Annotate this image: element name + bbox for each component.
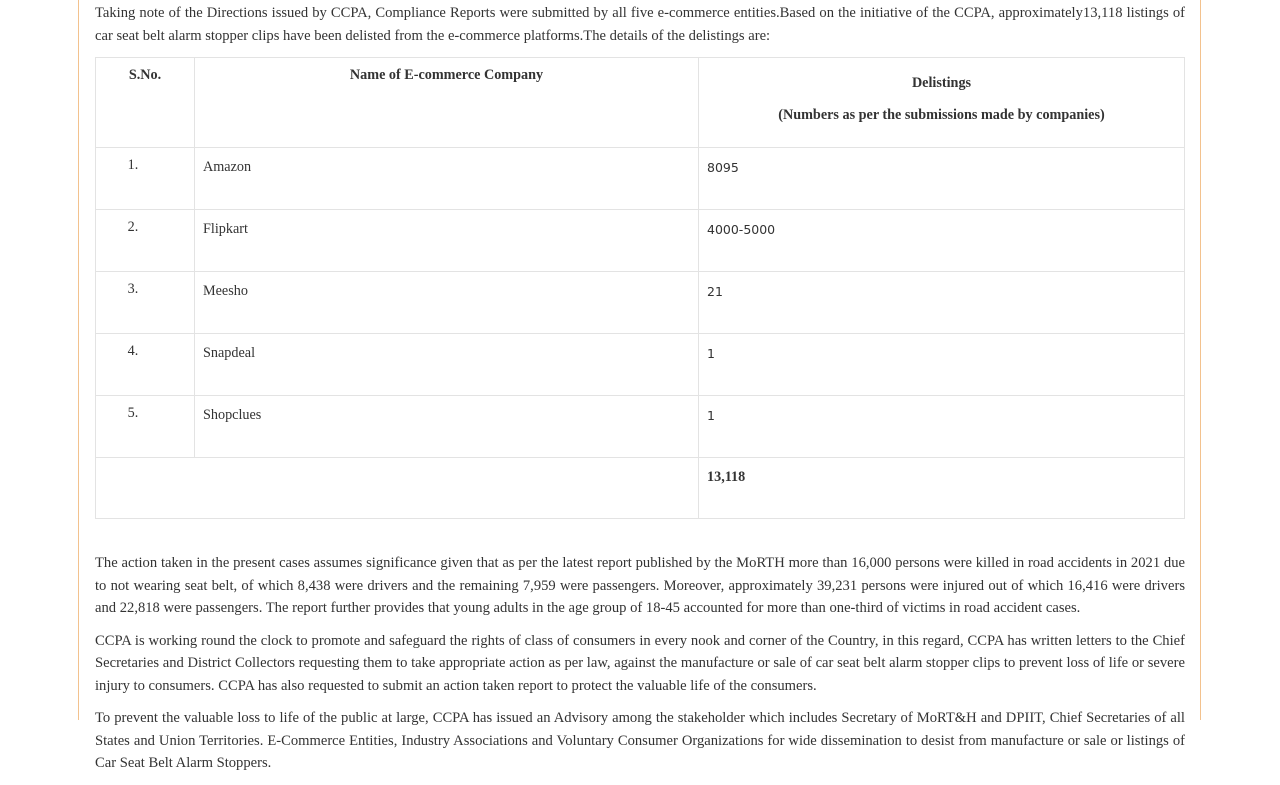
- article-container: [78, 0, 1201, 771]
- header-delistings: [699, 58, 1185, 148]
- cell-sno: 5.: [96, 396, 195, 458]
- cell-company: Shopclues: [195, 396, 699, 458]
- total-label: [96, 458, 699, 519]
- delistings-table: [95, 57, 1185, 519]
- cell-delistings: 1: [699, 396, 1185, 458]
- table-row: [96, 148, 1185, 210]
- cell-company: Amazon: [195, 148, 699, 210]
- cell-company: Meesho: [195, 272, 699, 334]
- table-row: [96, 334, 1185, 396]
- body-paragraph-advisory: To prevent the valuable loss to life of the public at large, CCPA has issued an Advisory among the stakeholder which includes Secretary of MoRT&H and DPIIT, Chief Secretaries of all States and Union Territories. E-Commerce Entities, Industry Associations and Voluntary Consumer Organizations for wide dissemination to desist from manufacture or sale or listings of Car Seat Belt Alarm Stoppers.: [95, 710, 1185, 771]
- header-delistings-title: Delistings: [911, 75, 972, 91]
- cell-delistings: 8095: [699, 148, 1185, 210]
- cell-sno: 4.: [96, 334, 195, 396]
- cell-delistings: 21: [699, 272, 1185, 334]
- body-paragraph-statistics: The action taken in the present cases assumes significance given that as per the latest report published by the MoRTH more than 16,000 persons were killed in road accidents in 2021 due to not wearing seat belt, of which 8,438 were drivers and the remaining 7,959 were passengers. Moreover, approximately 39,231 persons were injured out of which 16,416 were drivers and 22,818 were passengers. The report further provides that young adults in the age group of 18-45 accounted for more than one-third of victims in road accident cases.: [95, 555, 1185, 616]
- cell-sno: 2.: [96, 210, 195, 272]
- cell-sno: 3.: [96, 272, 195, 334]
- table-row: [96, 272, 1185, 334]
- cell-company: Snapdeal: [195, 334, 699, 396]
- table-row: [96, 210, 1185, 272]
- total-value: 13,118: [699, 458, 1185, 519]
- cell-sno: 1.: [96, 148, 195, 210]
- body-section: [95, 552, 1185, 775]
- table-row: [96, 396, 1185, 458]
- table-total-row: [96, 458, 1185, 519]
- cell-delistings: 1: [699, 334, 1185, 396]
- body-paragraph-ccpa-letters: CCPA is working round the clock to promote and safeguard the rights of class of consumers in every nook and corner of the Country, in this regard, CCPA has written letters to the Chief Secretaries and District Collectors requesting them to take appropriate action as per law, against the manufacture or sale of car seat belt alarm stopper clips to prevent loss of life or severe injury to consumers. CCPA has also requested to submit an action taken report to protect the valuable life of the consumers.: [95, 632, 1185, 694]
- header-company-name: Name of E-commerce Company: [195, 58, 699, 148]
- intro-paragraph: Taking note of the Directions issued by CCPA, Compliance Reports were submitted by all five e-commerce entities.Based on the initiative of the CCPA, approximately13,118 listings of car seat belt alarm stopper clips have been delisted from the e-commerce platforms.The details of the delistings are:: [95, 5, 1185, 44]
- cell-delistings: 4000-5000: [699, 210, 1185, 272]
- header-sno: S.No.: [96, 58, 195, 148]
- table-header-row: [96, 58, 1185, 148]
- cell-company: Flipkart: [195, 210, 699, 272]
- article-content: [95, 2, 1185, 785]
- header-delistings-note: (Numbers as per the submissions made by companies): [778, 107, 1105, 123]
